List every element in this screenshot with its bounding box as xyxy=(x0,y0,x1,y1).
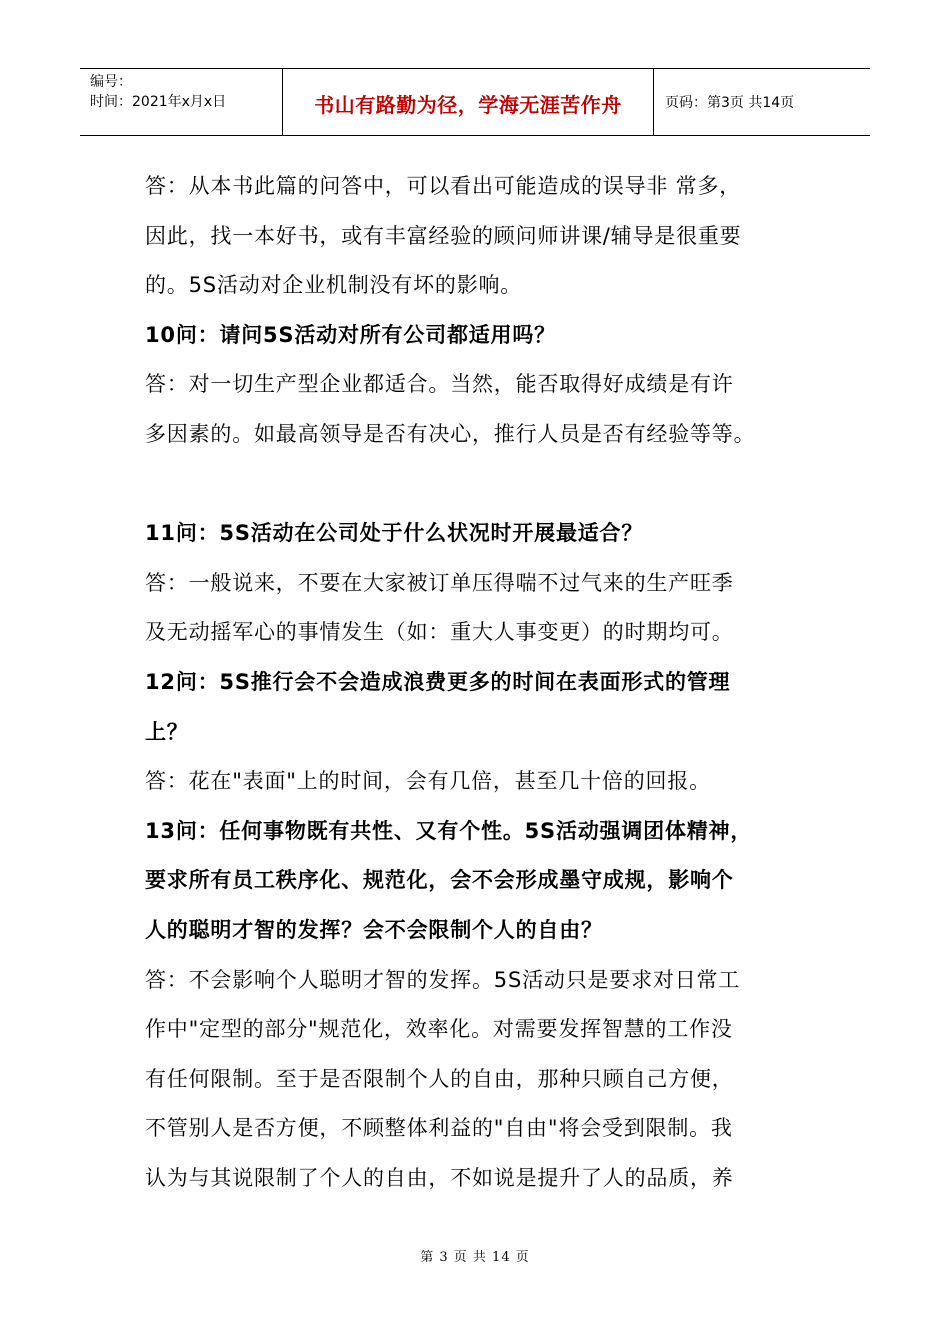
header-page-info: 页码：第3页 共14页 xyxy=(665,95,795,111)
answer-line: 答：对一切生产型企业都适合。当然，能否取得好成绩是有许 xyxy=(145,372,734,397)
answer-line: 因此，找一本好书，或有丰富经验的顾问师讲课/辅导是很重要 xyxy=(145,223,742,248)
question-line: 13问：任何事物既有共性、又有个性。5S活动强调团体精神， xyxy=(145,818,753,843)
answer-line: 认为与其说限制了个人的自由，不如说是提升了人的品质，养 xyxy=(145,1165,734,1190)
answer-line: 有任何限制。至于是否限制个人的自由，那种只顾自己方便， xyxy=(145,1066,734,1091)
answer-line: 答：不会影响个人聪明才智的发挥。5S活动只是要求对日常工 xyxy=(145,967,741,992)
answer-line: 的。5S活动对企业机制没有坏的影响。 xyxy=(145,273,523,298)
page-footer: 第 3 页 共 14 页 xyxy=(420,1250,530,1265)
question-line: 上？ xyxy=(145,719,189,744)
question-line: 10问：请问5S活动对所有公司都适用吗？ xyxy=(145,322,556,347)
document-date-label: 时间：2021年x月x日 xyxy=(90,94,227,110)
document-number-label: 编号： xyxy=(90,74,132,90)
answer-line: 答：一般说来，不要在大家被订单压得喘不过气来的生产旺季 xyxy=(145,570,734,595)
question-line: 11问：5S活动在公司处于什么状况时开展最适合？ xyxy=(145,521,644,546)
answer-line: 答：花在"表面"上的时间，会有几倍，甚至几十倍的回报。 xyxy=(145,769,711,794)
answer-line: 多因素的。如最高领导是否有决心，推行人员是否有经验等等。 xyxy=(145,421,756,446)
answer-line: 答：从本书此篇的问答中，可以看出可能造成的误导非 常多， xyxy=(145,174,742,198)
question-line: 12问：5S推行会不会造成浪费更多的时间在表面形式的管理 xyxy=(145,669,731,694)
page-header xyxy=(80,68,870,136)
header-page-info-cell xyxy=(654,69,870,135)
blank-line xyxy=(145,460,825,510)
question-line: 人的聪明才智的发挥？会不会限制个人的自由？ xyxy=(145,917,603,942)
question-line: 要求所有员工秩序化、规范化，会不会形成墨守成规，影响个 xyxy=(145,868,734,893)
document-body xyxy=(145,162,825,1203)
header-meta xyxy=(80,69,282,135)
header-motto: 书山有路勤为径，学海无涯苦作舟 xyxy=(314,92,622,117)
answer-line: 不管别人是否方便，不顾整体利益的"自由"将会受到限制。我 xyxy=(145,1116,733,1141)
answer-line: 及无动摇军心的事情发生（如：重大人事变更）的时期均可。 xyxy=(145,620,734,645)
header-motto-cell xyxy=(282,69,654,135)
answer-line: 作中"定型的部分"规范化，效率化。对需要发挥智慧的工作没 xyxy=(145,1017,733,1042)
